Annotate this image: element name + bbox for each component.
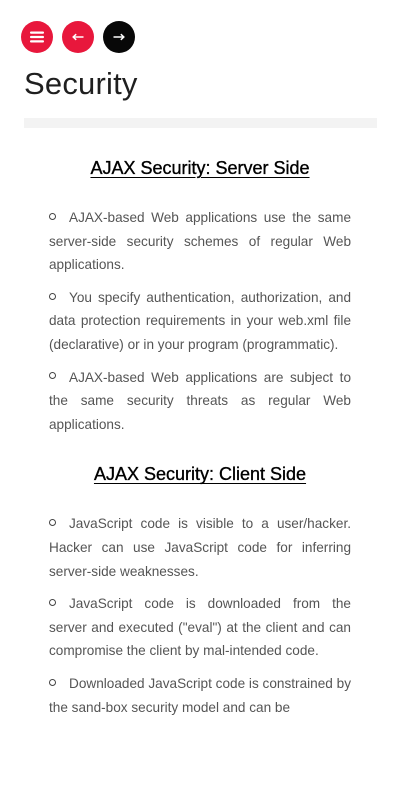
hamburger-menu-icon bbox=[30, 31, 44, 43]
bullet-circle-icon bbox=[49, 213, 56, 220]
toolbar bbox=[21, 21, 135, 53]
arrow-left-icon bbox=[72, 33, 84, 41]
list-item bbox=[49, 206, 351, 277]
bullet-circle-icon bbox=[49, 372, 56, 379]
page-title: Security bbox=[24, 66, 138, 101]
list-item-text: JavaScript code is visible to a user/hacker. Hacker can use JavaScript code for inferring server-side weaknesses. bbox=[49, 516, 351, 579]
bullet-circle-icon bbox=[49, 679, 56, 686]
list-item bbox=[49, 672, 351, 719]
section-server-side bbox=[49, 158, 351, 436]
menu-button[interactable] bbox=[21, 21, 53, 53]
section-heading: AJAX Security: Client Side bbox=[93, 464, 307, 485]
list-item-text: AJAX-based Web applications are subject to the same security threats as regular Web applications. bbox=[49, 369, 351, 432]
section-client-side bbox=[49, 464, 351, 719]
bullet-list bbox=[49, 206, 351, 436]
arrow-right-icon bbox=[113, 33, 125, 41]
list-item-text: Downloaded JavaScript code is constrained by the sand-box security model and can be bbox=[49, 675, 351, 715]
bullet-circle-icon bbox=[49, 599, 56, 606]
bullet-circle-icon bbox=[49, 519, 56, 526]
forward-button[interactable] bbox=[103, 21, 135, 53]
list-item bbox=[49, 366, 351, 437]
section-heading: AJAX Security: Server Side bbox=[90, 158, 310, 178]
list-item bbox=[49, 286, 351, 357]
main-content bbox=[49, 150, 351, 728]
list-item-text: AJAX-based Web applications use the same server-side security schemes of regular Web applications. bbox=[49, 210, 351, 273]
list-item-text: JavaScript code is downloaded from the server and executed ("eval") at the client and can compromise the client by mal-intended code. bbox=[49, 596, 351, 659]
list-item-text: You specify authentication, authorization, and data protection requirements in your web.xml file (declarative) or in your program (programmatic). bbox=[49, 289, 351, 352]
bullet-circle-icon bbox=[49, 293, 56, 300]
title-divider bbox=[24, 118, 377, 128]
bullet-list bbox=[49, 512, 351, 719]
list-item bbox=[49, 512, 351, 583]
back-button[interactable] bbox=[62, 21, 94, 53]
list-item bbox=[49, 592, 351, 663]
